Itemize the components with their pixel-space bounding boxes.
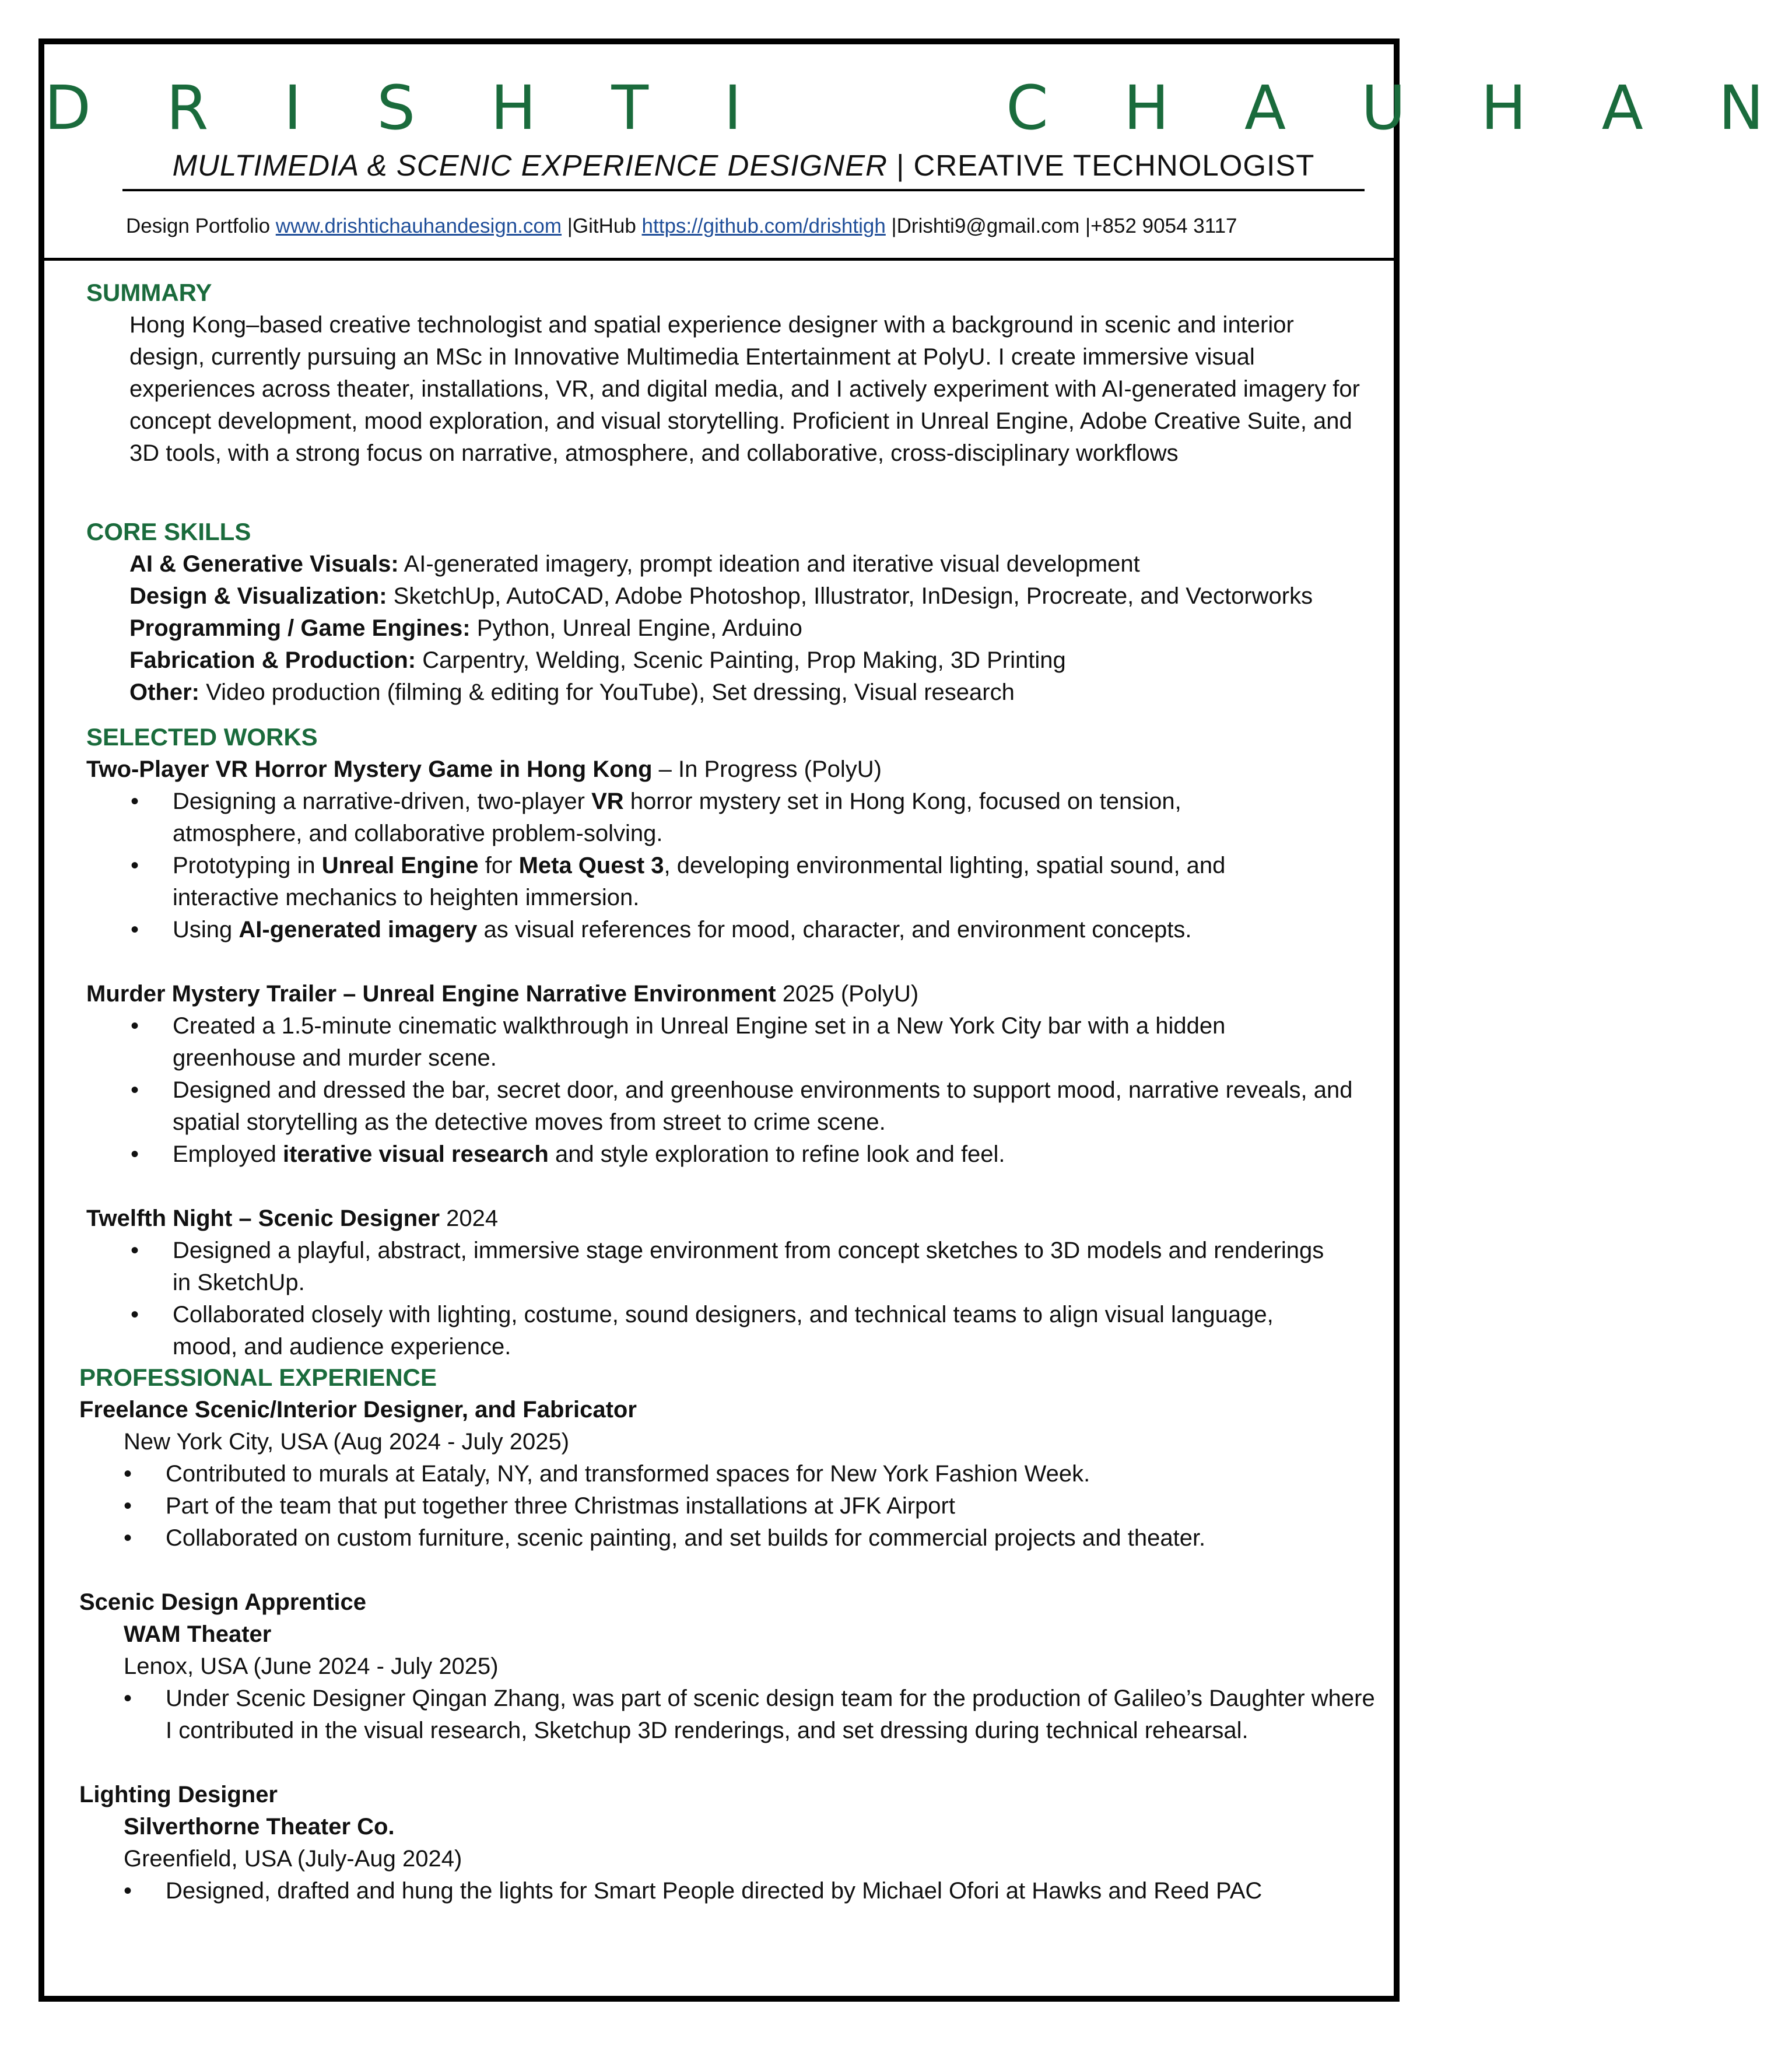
job-role: Lighting Designer <box>79 1782 278 1807</box>
project-bullet: • Using AI-generated imagery as visual references for mood, character, and environment concepts. <box>131 917 1192 943</box>
project-title-line <box>86 754 882 786</box>
skill-row <box>129 548 1140 580</box>
page-border <box>38 38 1792 2002</box>
title-underline <box>122 189 1365 191</box>
portfolio-label: Design Portfolio <box>126 215 276 237</box>
skill-row <box>129 644 1066 677</box>
project-title: Murder Mystery Trailer – Unreal Engine Narrative Environment <box>86 981 776 1007</box>
project-bullet: • Collaborated closely with lighting, costume, sound designers, and technical teams to align visual language, mood, and audience experience. <box>131 1302 1274 1360</box>
project-title-line <box>86 1203 498 1235</box>
job-bullet: • Contributed to murals at Eataly, NY, and transformed spaces for New York Fashion Week. <box>124 1461 1090 1487</box>
email-phone: |Drishti9@gmail.com |+852 9054 3117 <box>885 215 1237 237</box>
header-divider <box>44 258 1394 261</box>
candidate-name: D R I S H T I C H A U H A N <box>44 72 1792 143</box>
works-heading: SELECTED WORKS <box>86 723 318 751</box>
job-bullet: • Under Scenic Designer Qingan Zhang, was part of scenic design team for the production of Galileo’s Daughter where I contributed in the visual research, Sketchup 3D renderings, and set dressing during technical rehearsal. <box>124 1686 1375 1743</box>
skill-label: Other: <box>129 679 199 705</box>
skill-value: Carpentry, Welding, Scenic Painting, Prop Making, 3D Printing <box>416 647 1066 673</box>
professional-title <box>122 148 1365 183</box>
skill-row <box>129 612 802 644</box>
skill-value: Python, Unreal Engine, Arduino <box>470 615 802 641</box>
job-location: Lenox, USA (June 2024 - July 2025) <box>124 1653 499 1679</box>
job-organization: WAM Theater <box>124 1621 272 1647</box>
skill-value: Video production (filming & editing for YouTube), Set dressing, Visual research <box>199 679 1015 705</box>
project-bullet: • Designing a narrative-driven, two-player VR horror mystery set in Hong Kong, focused on tension, atmosphere, and collaborative problem-solving. <box>131 789 1181 846</box>
project-title-line <box>86 978 918 1010</box>
skill-row <box>129 580 1313 612</box>
skill-row <box>129 677 1015 709</box>
project-title: Two-Player VR Horror Mystery Game in Hong Kong <box>86 756 653 782</box>
title-primary: MULTIMEDIA & SCENIC EXPERIENCE DESIGNER <box>172 149 888 182</box>
portfolio-link[interactable]: www.drishtichauhandesign.com <box>275 215 562 237</box>
summary-text: Hong Kong–based creative technologist and spatial experience designer with a background in scenic and interior design, currently pursuing an MSc in Innovative Multimedia Entertainment at PolyU. I create immersive visual experiences across theater, installations, VR, and digital media, and I actively experiment with AI-generated imagery for concept development, mood exploration, and visual storytelling. Proficient in Unreal Engine, Adobe Creative Suite, and 3D tools, with a strong focus on narrative, atmosphere, and collaborative, cross-disciplinary workflows <box>129 312 1360 466</box>
skill-label: AI & Generative Visuals: <box>129 551 399 577</box>
project-bullet: • Designed and dressed the bar, secret door, and greenhouse environments to support mood, narrative reveals, and spatial storytelling as the detective moves from street to crime scene. <box>131 1077 1353 1135</box>
experience-heading: PROFESSIONAL EXPERIENCE <box>79 1364 437 1391</box>
skill-label: Design & Visualization: <box>129 583 387 609</box>
project-meta: – In Progress (PolyU) <box>652 756 882 782</box>
project-title: Twelfth Night – Scenic Designer <box>86 1206 440 1231</box>
skill-label: Programming / Game Engines: <box>129 615 471 641</box>
project-meta: 2025 (PolyU) <box>776 981 919 1007</box>
skill-label: Fabrication & Production: <box>129 647 416 673</box>
skill-value: SketchUp, AutoCAD, Adobe Photoshop, Illustrator, InDesign, Procreate, and Vectorworks <box>387 583 1313 609</box>
job-bullet: • Collaborated on custom furniture, scenic painting, and set builds for commercial projects and theater. <box>124 1525 1206 1551</box>
github-link[interactable]: https://github.com/drishtigh <box>641 215 886 237</box>
job-role: Scenic Design Apprentice <box>79 1589 366 1615</box>
project-bullet: • Employed iterative visual research and style exploration to refine look and feel. <box>131 1141 1005 1167</box>
project-meta: 2024 <box>440 1206 499 1231</box>
contact-line <box>126 215 1237 238</box>
job-bullet: • Designed, drafted and hung the lights for Smart People directed by Michael Ofori at Hawks and Reed PAC <box>124 1878 1263 1904</box>
job-organization: Silverthorne Theater Co. <box>124 1814 395 1840</box>
job-bullet: • Part of the team that put together three Christmas installations at JFK Airport <box>124 1493 955 1519</box>
job-role: Freelance Scenic/Interior Designer, and Fabricator <box>79 1397 637 1423</box>
job-location: Greenfield, USA (July-Aug 2024) <box>124 1846 462 1872</box>
project-bullet: • Designed a playful, abstract, immersive stage environment from concept sketches to 3D models and renderings in SketchUp. <box>131 1238 1324 1295</box>
github-label: |GitHub <box>562 215 642 237</box>
skill-value: AI-generated imagery, prompt ideation and iterative visual development <box>398 551 1140 577</box>
skills-heading: CORE SKILLS <box>86 518 251 545</box>
summary-heading: SUMMARY <box>86 279 212 306</box>
project-bullet: • Prototyping in Unreal Engine for Meta Quest 3, developing environmental lighting, spatial sound, and interactive mechanics to heighten immersion. <box>131 853 1226 910</box>
job-location: New York City, USA (Aug 2024 - July 2025) <box>124 1429 570 1455</box>
title-secondary: | CREATIVE TECHNOLOGIST <box>887 149 1315 182</box>
project-bullet: • Created a 1.5-minute cinematic walkthrough in Unreal Engine set in a New York City bar with a hidden greenhouse and murder scene. <box>131 1013 1226 1071</box>
